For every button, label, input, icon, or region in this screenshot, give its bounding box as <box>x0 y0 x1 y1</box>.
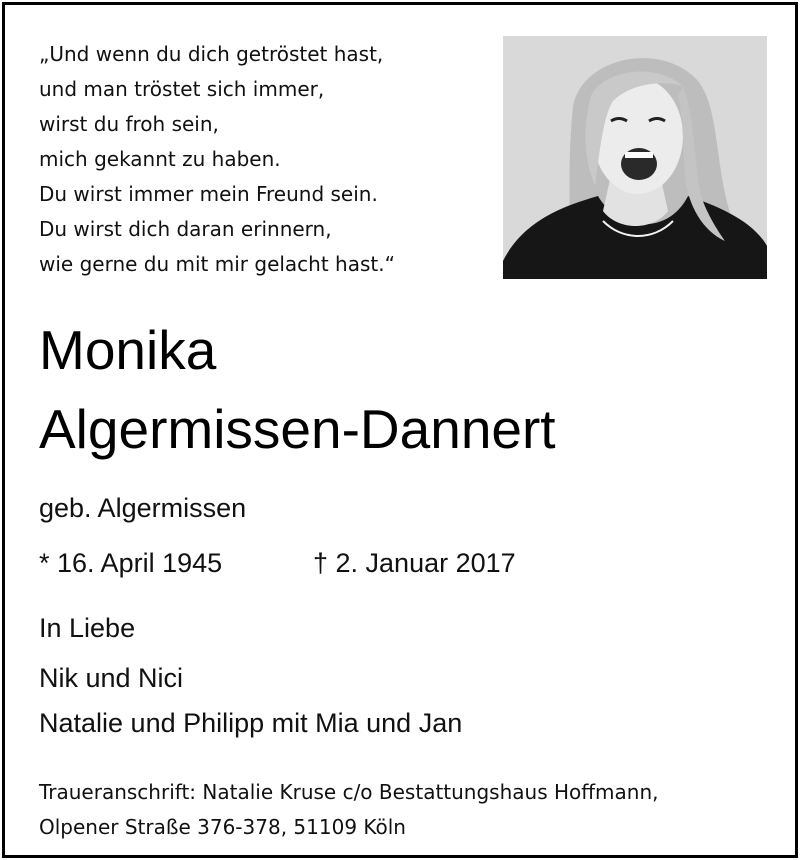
mourners-line: Natalie und Philipp mit Mia und Jan <box>39 708 463 738</box>
quote-line: und man tröstet sich immer, <box>39 77 325 101</box>
memorial-quote <box>39 37 499 282</box>
death-date: † 2. Januar 2017 <box>313 548 516 578</box>
quote-line: Du wirst dich daran erinnern, <box>39 217 332 241</box>
first-name: Monika <box>39 319 217 381</box>
maiden-name: geb. Algermissen <box>39 493 247 523</box>
mourners-intro: In Liebe <box>39 613 136 643</box>
last-name: Algermissen-Dannert <box>39 398 556 460</box>
address-line: Olpener Straße 376-378, 51109 Köln <box>39 815 406 839</box>
portrait-icon <box>503 36 767 279</box>
quote-line: „Und wenn du dich getröstet hast, <box>39 42 384 66</box>
mourning-address <box>39 775 658 845</box>
quote-line: mich gekannt zu haben. <box>39 147 281 171</box>
quote-line: wie gerne du mit mir gelacht hast.“ <box>39 252 395 276</box>
obituary-notice <box>2 2 798 858</box>
address-line: Traueranschrift: Natalie Kruse c/o Bestattungshaus Hoffmann, <box>39 780 659 804</box>
mourners-line: Nik und Nici <box>39 663 184 693</box>
birth-date: * 16. April 1945 <box>39 548 223 578</box>
portrait-photo <box>503 36 767 279</box>
quote-line: Du wirst immer mein Freund sein. <box>39 182 378 206</box>
quote-line: wirst du froh sein, <box>39 112 219 136</box>
